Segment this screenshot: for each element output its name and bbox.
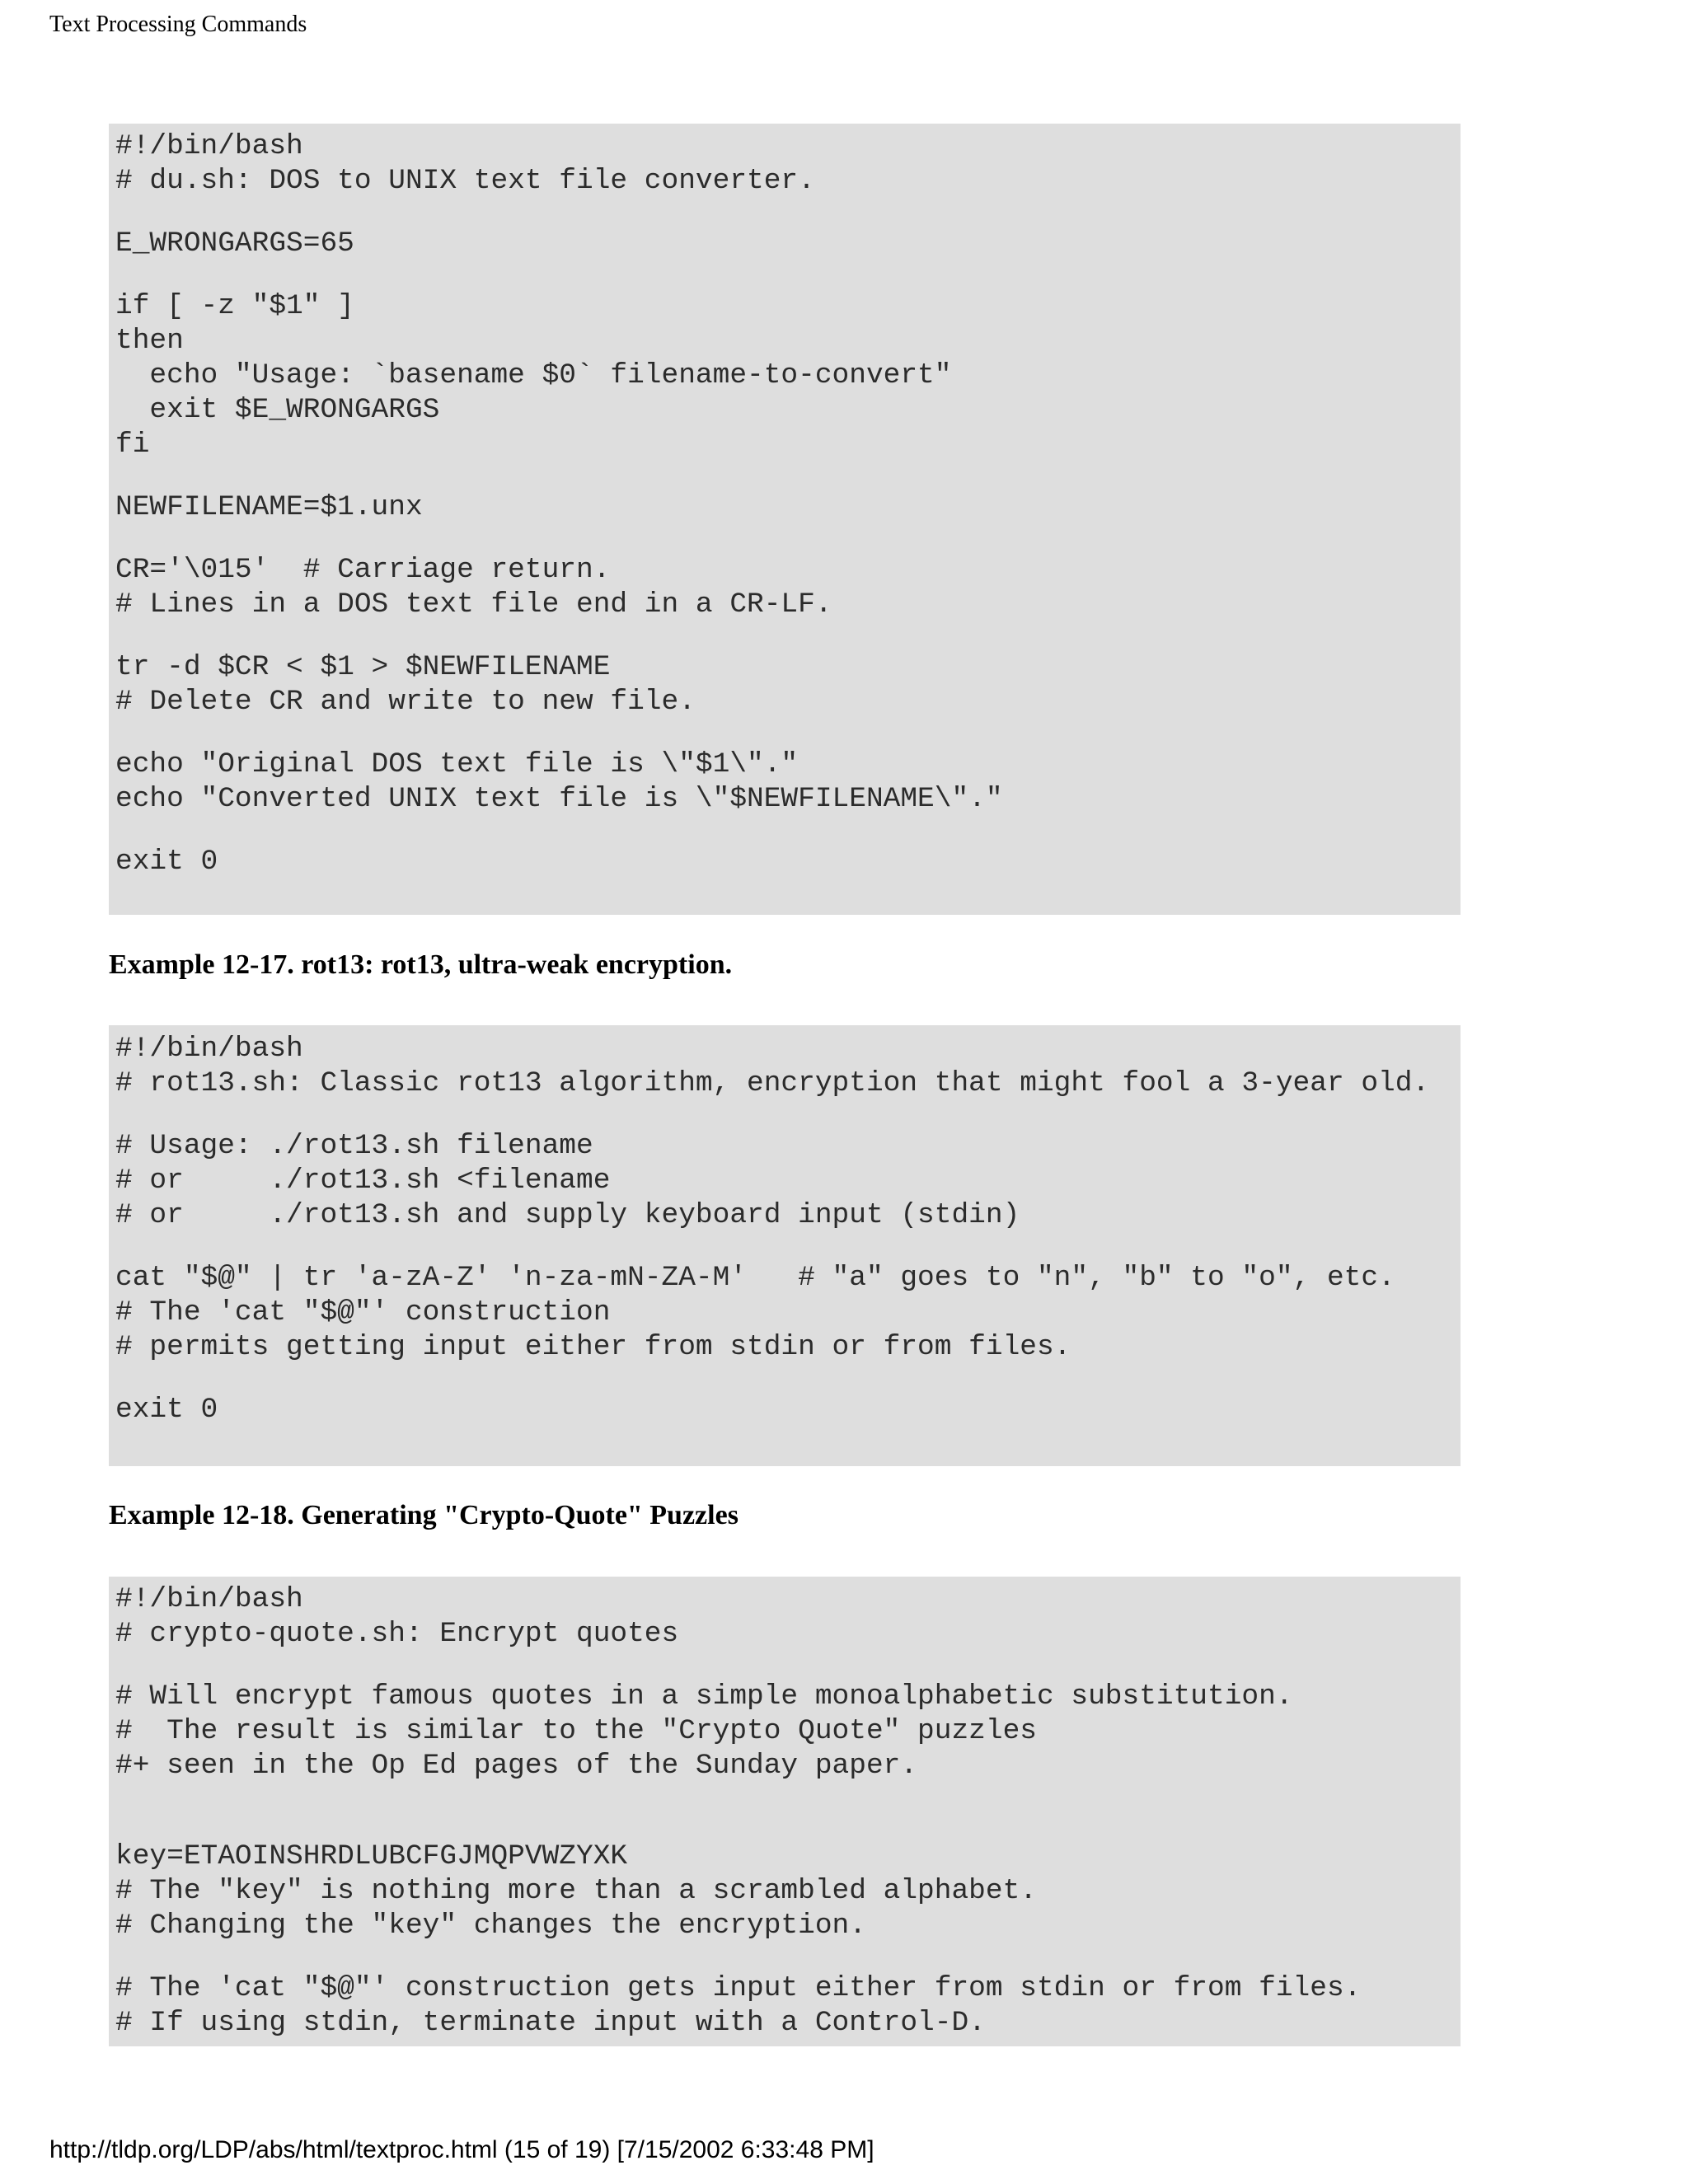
code-line: # rot13.sh: Classic rot13 algorithm, encryption that might fool a 3-year old.	[115, 1067, 1430, 1099]
code-line: if [ -z "$1" ]	[115, 290, 354, 322]
code-block-crypto-quote	[109, 1577, 1461, 2046]
code-line: # or ./rot13.sh and supply keyboard input (stdin)	[115, 1199, 1020, 1231]
example-title-rot13: Example 12-17. rot13: rot13, ultra-weak encryption.	[109, 949, 733, 980]
code-line: tr -d $CR < $1 > $NEWFILENAME	[115, 651, 611, 683]
code-line: #!/bin/bash	[115, 1033, 303, 1065]
code-line	[115, 1101, 1454, 1129]
code-line	[115, 525, 1454, 553]
code-line: CR='\015' # Carriage return.	[115, 554, 611, 586]
code-line: fi	[115, 429, 150, 461]
code-line: # du.sh: DOS to UNIX text file converter.	[115, 165, 815, 197]
code-line: # The 'cat "$@"' construction gets input either from stdin or from files.	[115, 1972, 1362, 2004]
code-line: exit $E_WRONGARGS	[115, 394, 440, 426]
code-line: #!/bin/bash	[115, 130, 303, 162]
code-block-rot13	[109, 1025, 1461, 1466]
code-block-du-sh	[109, 124, 1461, 915]
code-line	[115, 261, 1454, 289]
code-line: # Usage: ./rot13.sh filename	[115, 1130, 593, 1162]
example-title-crypto-quote: Example 12-18. Generating "Crypto-Quote" Puzzles	[109, 1500, 738, 1530]
code-line	[115, 199, 1454, 227]
code-line: #+ seen in the Op Ed pages of the Sunday paper.	[115, 1750, 918, 1782]
code-line: # The 'cat "$@"' construction	[115, 1296, 611, 1329]
code-line	[115, 1652, 1454, 1680]
code-line: NEWFILENAME=$1.unx	[115, 491, 423, 523]
code-line: echo "Converted UNIX text file is \"$NEWFILENAME\"."	[115, 783, 1003, 815]
code-line	[115, 719, 1454, 748]
code-line: # crypto-quote.sh: Encrypt quotes	[115, 1618, 679, 1650]
code-line: E_WRONGARGS=65	[115, 227, 354, 260]
code-line	[115, 1233, 1454, 1261]
code-line: exit 0	[115, 1394, 218, 1426]
code-line: # or ./rot13.sh <filename	[115, 1165, 611, 1197]
code-line: cat "$@" | tr 'a-zA-Z' 'n-za-mN-ZA-M' # "a" goes to "n", "b" to "o", etc.	[115, 1262, 1395, 1294]
code-line: # Changing the "key" changes the encryption.	[115, 1910, 866, 1942]
code-line: echo "Usage: `basename $0` filename-to-convert"	[115, 359, 952, 391]
code-line: # The result is similar to the "Crypto Quote" puzzles	[115, 1715, 1037, 1747]
code-line: key=ETAOINSHRDLUBCFGJMQPVWZYXK	[115, 1840, 628, 1872]
code-line	[115, 1365, 1454, 1393]
code-line	[115, 1811, 1454, 1840]
code-line	[115, 817, 1454, 845]
code-line	[115, 622, 1454, 650]
code-line: then	[115, 325, 184, 357]
code-line: exit 0	[115, 846, 218, 878]
code-line: # If using stdin, terminate input with a Control-D.	[115, 2007, 986, 2039]
code-line: # permits getting input either from stdin or from files.	[115, 1331, 1071, 1363]
code-line	[115, 1943, 1454, 1971]
code-line: echo "Original DOS text file is \"$1\"."	[115, 748, 799, 780]
page-header: Text Processing Commands	[49, 12, 307, 37]
code-line: #!/bin/bash	[115, 1583, 303, 1615]
code-line: # Will encrypt famous quotes in a simple monoalphabetic substitution.	[115, 1680, 1293, 1713]
code-line: # Lines in a DOS text file end in a CR-LF.	[115, 588, 832, 621]
code-line: # Delete CR and write to new file.	[115, 686, 696, 718]
code-line: # The "key" is nothing more than a scrambled alphabet.	[115, 1875, 1037, 1907]
code-line	[115, 462, 1454, 490]
page-footer: http://tldp.org/LDP/abs/html/textproc.html (15 of 19) [7/15/2002 6:33:48 PM]	[49, 2136, 874, 2163]
code-line	[115, 1783, 1454, 1811]
